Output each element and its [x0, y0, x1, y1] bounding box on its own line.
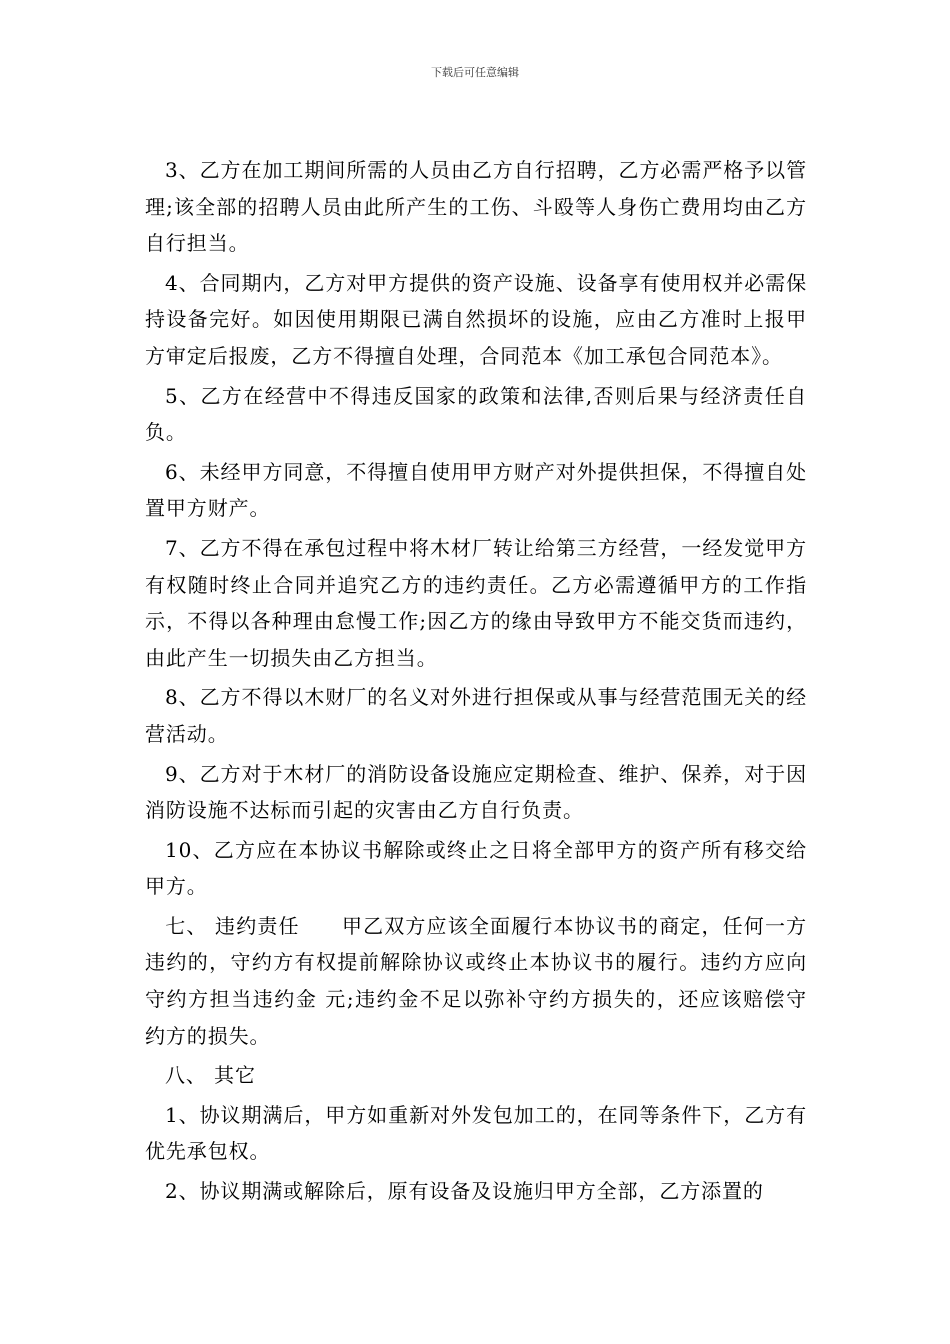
section-other-heading	[145, 1057, 807, 1094]
clause-10-text: 10、乙方应在本协议书解除或终止之日将全部甲方的资产所有移交给甲方。	[145, 837, 807, 899]
clause-9	[145, 756, 807, 829]
clause-10	[145, 832, 807, 905]
other-clause-2-text: 2、协议期满或解除后，原有设备及设施归甲方全部，乙方添置的	[165, 1179, 764, 1204]
clause-4-text: 4、合同期内，乙方对甲方提供的资产设施、设备享有使用权并必需保持设备完好。如因使用期限已满自然损坏的设施，应由乙方准时上报甲方审定后报废，乙方不得擅自处理，合同范本《加工承包合同范本》。	[145, 270, 807, 368]
clause-3-text: 3、乙方在加工期间所需的人员由乙方自行招聘，乙方必需严格予以管理;该全部的招聘人员由此所产生的工伤、斗殴等人身伤亡费用均由乙方自行担当。	[145, 158, 807, 256]
section-breach-liability	[145, 908, 807, 1054]
clause-6-text: 6、未经甲方同意，不得擅自使用甲方财产对外提供担保，不得擅自处置甲方财产。	[145, 459, 807, 521]
clause-8	[145, 679, 807, 752]
clause-3	[145, 152, 807, 262]
other-clause-1-text: 1、协议期满后，甲方如重新对外发包加工的，在同等条件下，乙方有优先承包权。	[145, 1102, 807, 1164]
clause-5-text: 5、乙方在经营中不得违反国家的政策和法律,否则后果与经济责任自负。	[145, 383, 807, 445]
clause-5	[145, 378, 807, 451]
page-header: 下载后可任意编辑	[431, 66, 519, 79]
clause-8-text: 8、乙方不得以木财厂的名义对外进行担保或从事与经营范围无关的经营活动。	[145, 685, 807, 746]
clause-6	[145, 454, 807, 527]
document-body	[145, 152, 807, 1213]
clause-7	[145, 530, 807, 676]
other-clause-1	[145, 1097, 807, 1170]
other-clause-2	[145, 1173, 807, 1210]
section-other-heading-text: 八、 其它	[165, 1063, 256, 1088]
section-breach-liability-text: 七、 违约责任 甲乙双方应该全面履行本协议书的商定，任何一方违约的，守约方有权提前解除协议或终止本协议书的履行。违约方应向守约方担当违约金 元;违约金不足以弥补守约方损失的，还应该赔偿守约方的损失。	[145, 913, 807, 1048]
clause-9-text: 9、乙方对于木材厂的消防设备设施应定期检查、维护、保养，对于因消防设施不达标而引起的灾害由乙方自行负责。	[145, 761, 807, 823]
clause-4	[145, 265, 807, 375]
clause-7-text: 7、乙方不得在承包过程中将木材厂转让给第三方经营，一经发觉甲方有权随时终止合同并追究乙方的违约责任。乙方必需遵循甲方的工作指示，不得以各种理由怠慢工作;因乙方的缘由导致甲方不能交货而违约，由此产生一切损失由乙方担当。	[145, 535, 807, 670]
